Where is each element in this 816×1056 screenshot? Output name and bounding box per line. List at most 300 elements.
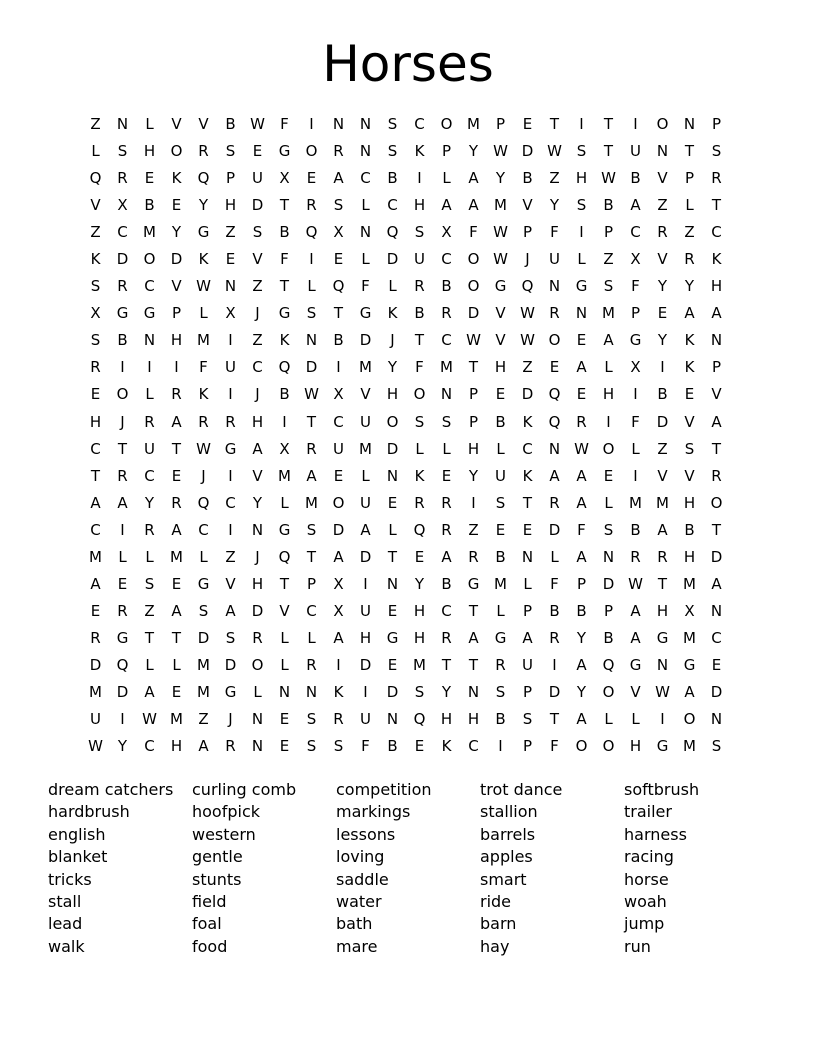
grid-letter: S [522, 710, 533, 729]
grid-letter: P [522, 601, 533, 620]
grid-letter: M [683, 737, 696, 756]
grid-letter: R [333, 142, 344, 161]
grid-letter: I [579, 223, 584, 242]
grid-letter: A [603, 331, 614, 350]
grid-letter: W [601, 169, 616, 188]
grid-letter: N [710, 601, 723, 620]
grid-letter: U [333, 439, 344, 458]
grid-letter: H [386, 385, 399, 404]
grid-letter: R [117, 466, 128, 485]
grid-letter: W [574, 439, 589, 458]
grid-letter: D [386, 683, 399, 701]
grid-letter: S [576, 196, 587, 215]
grid-letter: T [306, 412, 317, 431]
grid-letter: D [197, 628, 210, 647]
grid-letter: H [251, 574, 264, 593]
grid-letter: P [225, 169, 236, 188]
grid-letter: B [414, 304, 425, 323]
grid-letter: V [198, 115, 209, 134]
grid-letter: N [278, 683, 291, 701]
grid-letter: S [414, 223, 425, 242]
grid-letter: Z [657, 439, 668, 458]
grid-letter: K [441, 737, 452, 756]
grid-letter: W [655, 683, 670, 701]
word-list-item: lessons [336, 824, 396, 844]
grid-letter: A [171, 601, 182, 620]
grid-letter: E [549, 358, 560, 377]
grid-letter: Q [413, 520, 426, 539]
grid-letter: Y [657, 277, 668, 296]
word-list-item: tricks [48, 869, 92, 889]
grid-letter: S [711, 142, 722, 161]
grid-letter: L [145, 385, 154, 404]
grid-letter: Y [117, 737, 128, 756]
grid-letter: Z [198, 710, 209, 729]
grid-letter: M [602, 304, 615, 323]
grid-letter: C [522, 439, 533, 458]
grid-letter: O [683, 710, 696, 729]
grid-letter: V [657, 250, 668, 269]
grid-letter: E [495, 385, 506, 404]
grid-letter: C [306, 601, 317, 620]
grid-letter: I [552, 655, 557, 674]
grid-letter: D [89, 655, 102, 674]
grid-letter: A [333, 547, 344, 566]
grid-letter: A [117, 493, 128, 512]
grid-letter: A [252, 439, 263, 458]
grid-letter: Y [144, 493, 155, 512]
grid-letter: L [523, 574, 532, 593]
grid-letter: D [116, 683, 129, 701]
grid-letter: P [468, 385, 479, 404]
grid-letter: F [550, 223, 559, 242]
grid-letter: U [360, 601, 371, 620]
grid-letter: D [710, 683, 723, 701]
grid-letter: Y [414, 574, 425, 593]
grid-letter: P [441, 142, 452, 161]
grid-letter: D [116, 250, 129, 269]
grid-letter: I [309, 115, 314, 134]
grid-letter: Z [225, 223, 236, 242]
grid-letter: O [170, 142, 183, 161]
grid-letter: A [333, 169, 344, 188]
grid-letter: Z [90, 223, 101, 242]
grid-letter: L [604, 710, 613, 729]
grid-letter: I [282, 412, 287, 431]
grid-letter: B [441, 574, 452, 593]
grid-letter: Q [197, 493, 210, 512]
grid-letter: P [468, 412, 479, 431]
grid-letter: F [469, 223, 478, 242]
grid-letter: R [657, 547, 668, 566]
grid-letter: G [278, 304, 291, 323]
grid-letter: D [332, 520, 345, 539]
grid-letter: O [116, 385, 129, 404]
grid-letter: N [359, 115, 372, 134]
grid-letter: G [224, 439, 237, 458]
grid-letter: R [144, 520, 155, 539]
word-list-item: apples [480, 847, 533, 867]
grid-letter: E [225, 250, 236, 269]
grid-letter: I [660, 710, 665, 729]
grid-letter: X [441, 223, 452, 242]
grid-letter: N [710, 331, 723, 350]
grid-letter: V [657, 466, 668, 485]
grid-letter: E [387, 601, 398, 620]
grid-letter: D [548, 520, 561, 539]
grid-letter: K [90, 250, 101, 269]
grid-letter: M [494, 574, 507, 593]
grid-letter: H [251, 412, 264, 431]
grid-letter: G [656, 628, 669, 647]
grid-letter: L [442, 439, 451, 458]
grid-letter: L [307, 277, 316, 296]
grid-letter: S [306, 737, 317, 756]
grid-letter: G [494, 628, 507, 647]
grid-letter: R [306, 196, 317, 215]
grid-letter: H [467, 439, 480, 458]
grid-letter: E [387, 493, 398, 512]
grid-letter: L [685, 196, 694, 215]
grid-letter: K [684, 358, 695, 377]
grid-letter: B [630, 169, 641, 188]
grid-letter: I [498, 737, 503, 756]
grid-letter: J [255, 547, 260, 566]
grid-letter: R [117, 169, 128, 188]
grid-letter: P [630, 304, 641, 323]
grid-letter: R [549, 493, 560, 512]
grid-letter: V [171, 115, 182, 134]
grid-letter: U [360, 493, 371, 512]
grid-letter: H [413, 196, 426, 215]
grid-letter: E [441, 466, 452, 485]
grid-letter: A [441, 547, 452, 566]
grid-letter: C [333, 412, 344, 431]
grid-letter: G [494, 277, 507, 296]
grid-letter: S [414, 412, 425, 431]
grid-letter: F [361, 277, 370, 296]
grid-letter: R [684, 250, 695, 269]
grid-letter: Y [468, 142, 479, 161]
grid-letter: R [441, 304, 452, 323]
grid-letter: R [414, 277, 425, 296]
grid-letter: T [144, 628, 155, 647]
grid-letter: B [603, 628, 614, 647]
grid-letter: H [413, 601, 426, 620]
grid-letter: M [440, 358, 453, 377]
grid-letter: T [333, 304, 344, 323]
word-list-item: horse [624, 869, 669, 889]
grid-letter: P [576, 574, 587, 593]
grid-letter: P [522, 737, 533, 756]
grid-letter: P [522, 223, 533, 242]
grid-letter: N [548, 277, 561, 296]
grid-letter: D [656, 412, 669, 431]
word-list-item: softbrush [624, 780, 700, 799]
grid-letter: N [359, 223, 372, 242]
word-list-item: lead [48, 914, 83, 934]
grid-letter: R [549, 628, 560, 647]
grid-letter: J [201, 466, 206, 485]
grid-letter: C [441, 250, 452, 269]
grid-letter: B [333, 331, 344, 350]
page-title: Horses [322, 35, 494, 93]
grid-letter: I [309, 250, 314, 269]
grid-letter: M [467, 115, 480, 134]
grid-letter: N [386, 574, 399, 593]
grid-letter: R [495, 655, 506, 674]
grid-letter: B [387, 737, 398, 756]
grid-letter: U [225, 358, 236, 377]
grid-letter: L [307, 628, 316, 647]
grid-letter: X [279, 439, 290, 458]
grid-letter: C [252, 358, 263, 377]
grid-letter: A [549, 466, 560, 485]
grid-letter: A [684, 683, 695, 701]
grid-letter: E [171, 574, 182, 593]
grid-letter: V [360, 385, 371, 404]
grid-letter: C [441, 601, 452, 620]
grid-letter: V [495, 304, 506, 323]
grid-letter: M [170, 547, 183, 566]
grid-letter: C [360, 169, 371, 188]
grid-letter: T [306, 547, 317, 566]
word-list-item: stall [48, 891, 82, 911]
grid-letter: Y [657, 331, 668, 350]
grid-letter: E [279, 737, 290, 756]
grid-letter: N [332, 115, 345, 134]
grid-letter: L [496, 601, 505, 620]
grid-letter: T [684, 142, 695, 161]
word-list-item: hardbrush [48, 802, 130, 822]
grid-letter: F [415, 358, 424, 377]
grid-letter: R [549, 304, 560, 323]
grid-letter: L [415, 439, 424, 458]
grid-letter: G [683, 655, 696, 674]
grid-letter: C [144, 466, 155, 485]
grid-letter: O [251, 655, 264, 674]
grid-letter: Q [602, 655, 615, 674]
grid-letter: X [90, 304, 101, 323]
grid-letter: X [333, 385, 344, 404]
grid-letter: K [333, 683, 344, 701]
grid-letter: R [117, 601, 128, 620]
grid-letter: Q [89, 169, 102, 188]
grid-letter: H [656, 601, 669, 620]
grid-letter: R [225, 412, 236, 431]
grid-letter: S [711, 737, 722, 756]
word-list-item: trot dance [480, 780, 563, 799]
grid-letter: P [684, 169, 695, 188]
word-list-item: harness [624, 824, 687, 844]
grid-letter: R [711, 169, 722, 188]
grid-letter: O [386, 412, 399, 431]
grid-letter: C [144, 737, 155, 756]
grid-letter: L [631, 439, 640, 458]
grid-letter: L [361, 250, 370, 269]
grid-letter: E [333, 250, 344, 269]
grid-letter: T [117, 439, 128, 458]
grid-letter: M [683, 628, 696, 647]
grid-letter: P [603, 223, 614, 242]
grid-letter: Q [116, 655, 129, 674]
word-list-item: stunts [192, 869, 242, 889]
grid-letter: M [359, 439, 372, 458]
word-list-item: western [192, 824, 256, 844]
grid-letter: L [280, 493, 289, 512]
grid-letter: Z [225, 547, 236, 566]
grid-letter: T [441, 655, 452, 674]
grid-letter: O [467, 250, 480, 269]
grid-letter: Z [657, 196, 668, 215]
grid-letter: N [656, 142, 669, 161]
grid-letter: X [333, 574, 344, 593]
grid-letter: W [520, 331, 535, 350]
grid-letter: I [471, 493, 476, 512]
word-list-item: bath [336, 914, 373, 934]
grid-letter: O [656, 115, 669, 134]
grid-letter: W [493, 250, 508, 269]
grid-letter: H [629, 737, 642, 756]
grid-letter: S [306, 304, 317, 323]
grid-letter: T [468, 655, 479, 674]
grid-letter: U [549, 250, 560, 269]
word-list-item: ride [480, 891, 512, 911]
grid-letter: V [225, 574, 236, 593]
grid-letter: A [468, 169, 479, 188]
grid-letter: D [359, 547, 372, 566]
grid-letter: B [549, 601, 560, 620]
grid-letter: D [548, 683, 561, 701]
grid-letter: K [522, 466, 533, 485]
grid-letter: N [251, 710, 264, 729]
grid-letter: W [196, 439, 211, 458]
grid-letter: Z [603, 250, 614, 269]
word-list-item: competition [336, 780, 432, 799]
grid-letter: W [493, 223, 508, 242]
grid-letter: J [228, 710, 233, 729]
grid-letter: T [657, 574, 668, 593]
grid-letter: S [333, 196, 344, 215]
grid-letter: G [629, 331, 642, 350]
grid-letter: E [90, 601, 101, 620]
grid-letter: D [251, 601, 264, 620]
grid-letter: N [710, 710, 723, 729]
grid-letter: N [575, 304, 588, 323]
grid-letter: D [224, 655, 237, 674]
grid-letter: L [388, 277, 397, 296]
grid-letter: P [711, 115, 722, 134]
grid-letter: E [387, 655, 398, 674]
grid-letter: T [279, 196, 290, 215]
grid-letter: S [495, 683, 506, 701]
grid-letter: A [468, 628, 479, 647]
grid-letter: B [387, 169, 398, 188]
grid-letter: W [196, 277, 211, 296]
grid-letter: U [252, 169, 263, 188]
grid-letter: L [280, 628, 289, 647]
grid-letter: O [440, 115, 453, 134]
grid-letter: O [602, 737, 615, 756]
grid-letter: A [171, 520, 182, 539]
grid-letter: T [171, 628, 182, 647]
grid-letter: M [89, 683, 102, 701]
grid-letter: L [91, 142, 100, 161]
grid-letter: T [468, 601, 479, 620]
grid-letter: I [228, 385, 233, 404]
grid-letter: N [359, 142, 372, 161]
grid-letter: O [305, 142, 318, 161]
grid-letter: E [117, 574, 128, 593]
word-list-item: hoofpick [192, 802, 261, 822]
word-list-item: hay [480, 936, 510, 956]
grid-letter: B [279, 223, 290, 242]
grid-letter: S [603, 520, 614, 539]
grid-letter: S [306, 520, 317, 539]
grid-letter: Y [441, 683, 452, 701]
grid-letter: H [575, 169, 588, 188]
grid-letter: Y [576, 683, 587, 701]
grid-letter: Q [386, 223, 399, 242]
grid-letter: V [657, 169, 668, 188]
grid-letter: H [170, 737, 183, 756]
grid-letter: P [603, 601, 614, 620]
grid-letter: I [363, 683, 368, 701]
grid-letter: S [90, 331, 101, 350]
grid-letter: R [657, 223, 668, 242]
grid-letter: Z [684, 223, 695, 242]
grid-letter: P [711, 358, 722, 377]
grid-letter: N [116, 115, 129, 134]
grid-letter: L [361, 466, 370, 485]
grid-letter: D [521, 385, 534, 404]
grid-letter: T [549, 115, 560, 134]
grid-letter: M [170, 710, 183, 729]
grid-letter: K [198, 250, 209, 269]
grid-letter: S [252, 223, 263, 242]
grid-letter: C [414, 115, 425, 134]
grid-letter: F [199, 358, 208, 377]
grid-letter: G [197, 574, 210, 593]
grid-letter: A [441, 196, 452, 215]
grid-letter: N [602, 547, 615, 566]
grid-letter: A [630, 628, 641, 647]
grid-letter: X [279, 169, 290, 188]
grid-letter: S [387, 115, 398, 134]
grid-letter: B [117, 331, 128, 350]
grid-letter: A [576, 493, 587, 512]
grid-letter: T [387, 547, 398, 566]
grid-letter: L [280, 655, 289, 674]
grid-letter: T [279, 574, 290, 593]
grid-letter: U [360, 412, 371, 431]
letter-grid [82, 111, 730, 760]
grid-letter: J [390, 331, 395, 350]
grid-letter: R [630, 547, 641, 566]
grid-letter: A [711, 574, 722, 593]
grid-letter: N [251, 737, 264, 756]
grid-letter: I [228, 331, 233, 350]
word-list-item: run [624, 936, 651, 956]
grid-letter: U [495, 466, 506, 485]
word-list-item: racing [624, 847, 674, 867]
grid-letter: L [604, 358, 613, 377]
grid-letter: M [683, 574, 696, 593]
grid-letter: C [468, 737, 479, 756]
grid-letter: H [683, 547, 696, 566]
grid-letter: C [441, 331, 452, 350]
grid-letter: O [467, 277, 480, 296]
